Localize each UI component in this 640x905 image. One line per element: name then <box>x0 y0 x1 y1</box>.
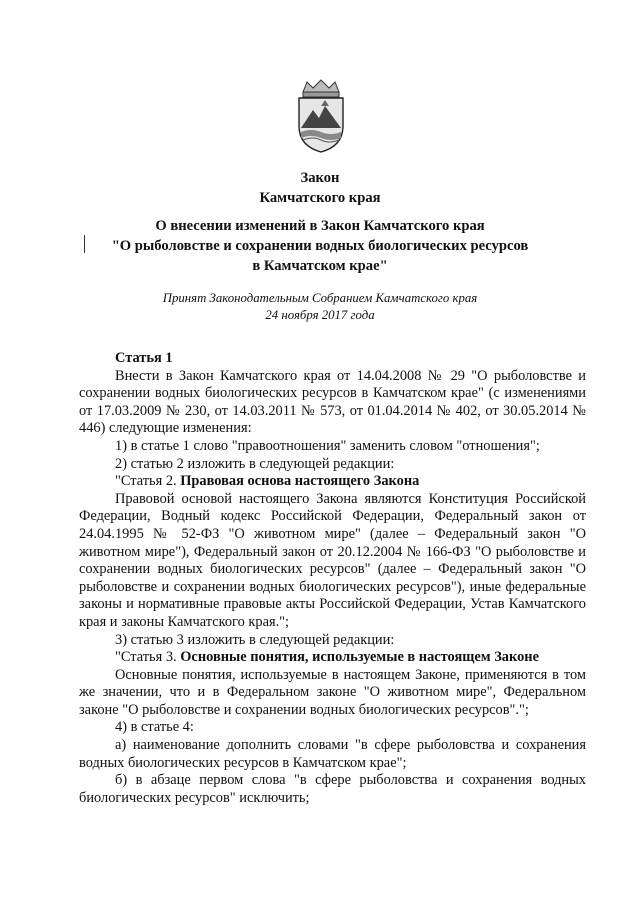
article-body <box>79 350 586 807</box>
subtitle-line-1: О внесении изменений в Закон Камчатского края <box>155 218 485 234</box>
paragraph: Основные понятия, используемые в настоящем Законе, применяются в том же значении, что и в Федеральном законе "О животном мире", Федеральном законе "О рыболовстве и сохранении водных биологических ресурсов"."; <box>79 666 586 718</box>
paragraph: Внести в Закон Камчатского края от 14.04.2008 № 29 "О рыболовстве и сохранении водных биологических ресурсов в Камчатском крае" (с изменениями от 17.03.2009 № 230, от 14.03.2011 № 573, от 01.04.2014 № 402, от 30.05.2014 № 446) следующие изменения: <box>79 367 586 437</box>
adoption-date: 24 ноября 2017 года <box>265 308 375 322</box>
subtitle-line-2: "О рыболовстве и сохранении водных биологических ресурсов <box>111 238 529 254</box>
article-3-title: Основные понятия, используемые в настоящем Законе <box>180 649 539 666</box>
subtitle-line-3: в Камчатском крае" <box>252 258 388 274</box>
article-2-title: Правовая основа настоящего Закона <box>180 473 420 490</box>
paragraph: 1) в статье 1 слово "правоотношения" заменить словом "отношения"; <box>115 437 540 454</box>
law-subtitle <box>60 216 580 276</box>
paragraph: б) в абзаце первом слова "в сфере рыболовства и сохранения водных биологических ресурсов" исключить; <box>79 772 586 806</box>
adoption-line-1: Принят Законодательным Собранием Камчатского края <box>162 291 478 305</box>
paragraph: 3) статью 3 изложить в следующей редакции: <box>115 631 395 648</box>
paragraph: Правовой основой настоящего Закона являются Конституция Российской Федерации, Водный кодекс Российской Федерации, Федеральный закон от 24.04.1995 № 52-ФЗ "О животном мире" (далее – Федеральный закон "О животном мире"), Федеральный закон от 20.12.2004 № 166-ФЗ "О рыболовстве и сохранении водных биологических ресурсов" (далее – Федеральный закон "О рыболовстве и сохранении водных биологических ресурсов"), иные федеральные законы и нормативные правовые акты Российской Федерации, Устав Камчатского края и законы Камчатского края."; <box>79 490 586 630</box>
article-heading: Статья 1 <box>115 350 173 366</box>
law-title-word: Закон <box>300 170 340 186</box>
law-title <box>60 168 580 208</box>
article-3-heading <box>79 649 586 667</box>
kamchatka-coat-of-arms-icon <box>291 78 351 154</box>
adoption-note <box>60 290 580 324</box>
paragraph: 2) статью 2 изложить в следующей редакции: <box>115 455 395 472</box>
article-3-prefix: "Статья 3. <box>115 649 181 666</box>
paragraph: а) наименование дополнить словами "в сфере рыболовства и сохранения водных биологических ресурсов в Камчатском крае"; <box>79 737 586 771</box>
law-region: Камчатского края <box>259 190 381 206</box>
article-2-prefix: "Статья 2. <box>115 473 181 490</box>
paragraph: 4) в статье 4: <box>115 719 194 736</box>
article-2-heading <box>79 473 586 491</box>
